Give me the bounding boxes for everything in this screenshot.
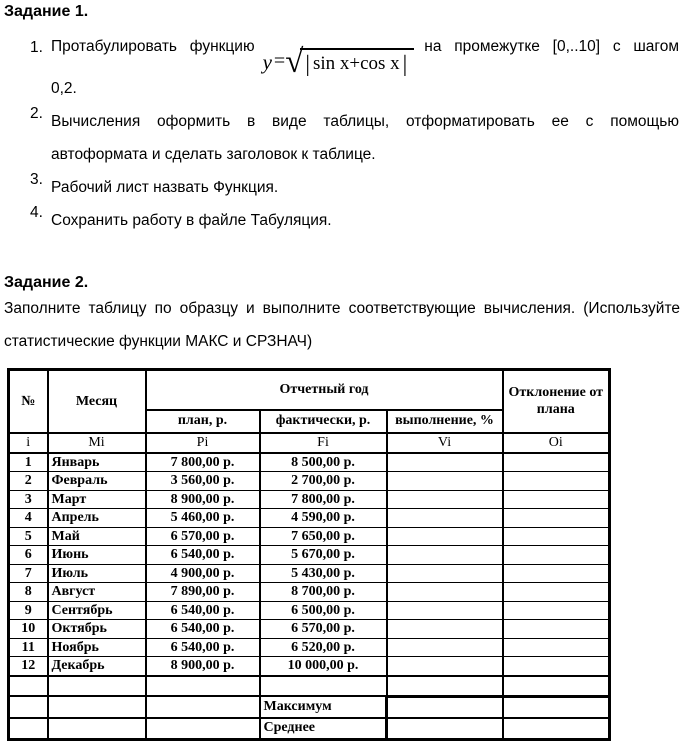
cell-plan: 6 540,00 р. — [146, 601, 260, 620]
variables-row — [9, 433, 610, 453]
col-header-num: № — [9, 370, 48, 433]
cell-completion — [387, 564, 503, 583]
cell-deviation — [503, 472, 610, 491]
formula-lhs: y — [262, 50, 272, 74]
table-row — [9, 564, 610, 583]
cell-completion — [387, 657, 503, 676]
task1-item-1-line-2: 0,2. — [51, 80, 77, 97]
var-i: i — [9, 433, 48, 453]
cell-plan: 7 890,00 р. — [146, 583, 260, 602]
table-row — [9, 527, 610, 546]
task1-item-3-text: Рабочий лист назвать Функция. — [51, 179, 279, 196]
cell-month: Сентябрь — [48, 601, 146, 620]
task1-item-3 — [0, 171, 686, 204]
col-header-fact: фактически, р. — [260, 410, 387, 433]
cell-empty — [260, 676, 387, 697]
cell-deviation — [503, 490, 610, 509]
cell-month: Июль — [48, 564, 146, 583]
cell-plan: 7 800,00 р. — [146, 453, 260, 472]
table-row — [9, 601, 610, 620]
cell-plan: 8 900,00 р. — [146, 490, 260, 509]
maximum-result-cell — [387, 696, 503, 718]
cell-row-number: 3 — [9, 490, 48, 509]
var-vi: Vi — [387, 433, 503, 453]
cell-plan: 6 570,00 р. — [146, 527, 260, 546]
data-table — [7, 368, 611, 741]
cell-empty — [503, 676, 610, 697]
cell-empty — [9, 696, 48, 718]
formula-radicand — [300, 48, 414, 77]
col-header-month: Месяц — [48, 370, 146, 433]
cell-fact: 6 520,00 р. — [260, 638, 387, 657]
cell-fact: 5 430,00 р. — [260, 564, 387, 583]
maximum-row — [9, 696, 610, 718]
task2-intro — [0, 292, 686, 358]
cell-fact: 10 000,00 р. — [260, 657, 387, 676]
cell-completion — [387, 620, 503, 639]
cell-month: Май — [48, 527, 146, 546]
radical-sign: √ — [285, 44, 304, 80]
cell-empty — [146, 676, 260, 697]
cell-month: Август — [48, 583, 146, 602]
cell-month: Ноябрь — [48, 638, 146, 657]
spacer-row — [9, 676, 610, 697]
cell-fact: 7 800,00 р. — [260, 490, 387, 509]
cell-deviation — [503, 509, 610, 528]
cell-deviation — [503, 638, 610, 657]
table-row — [9, 453, 610, 472]
table-row — [9, 490, 610, 509]
cell-plan: 6 540,00 р. — [146, 638, 260, 657]
cell-row-number: 7 — [9, 564, 48, 583]
list-number-1: 1. — [30, 39, 43, 56]
cell-month: Декабрь — [48, 657, 146, 676]
cell-deviation — [503, 546, 610, 565]
cell-completion — [387, 490, 503, 509]
cell-month: Февраль — [48, 472, 146, 491]
cell-plan: 6 540,00 р. — [146, 620, 260, 639]
header-row-1 — [9, 370, 610, 410]
cell-completion — [387, 638, 503, 657]
cell-deviation — [503, 620, 610, 639]
var-mi: Mi — [48, 433, 146, 453]
cell-fact: 7 650,00 р. — [260, 527, 387, 546]
cell-deviation — [503, 583, 610, 602]
cell-row-number: 10 — [9, 620, 48, 639]
table-header — [9, 370, 610, 453]
cell-month: Июнь — [48, 546, 146, 565]
col-header-report-year: Отчетный год — [146, 370, 503, 410]
table-row — [9, 657, 610, 676]
cell-row-number: 11 — [9, 638, 48, 657]
task1-item-1-line-1 — [51, 25, 679, 80]
cell-empty — [9, 718, 48, 740]
cell-plan: 6 540,00 р. — [146, 546, 260, 565]
item1-text-before-formula: Протабулировать функцию — [51, 38, 255, 55]
average-row — [9, 718, 610, 740]
var-fi: Fi — [260, 433, 387, 453]
cell-plan: 5 460,00 р. — [146, 509, 260, 528]
var-pi: Pi — [146, 433, 260, 453]
task1-item-1 — [0, 25, 686, 105]
col-header-completion: выполнение, % — [387, 410, 503, 433]
cell-empty — [9, 676, 48, 697]
cell-completion — [387, 583, 503, 602]
cell-row-number: 6 — [9, 546, 48, 565]
table-row — [9, 638, 610, 657]
cell-empty — [146, 718, 260, 740]
abs-bar-right: | — [402, 51, 408, 76]
task2-intro-line-1: Заполните таблицу по образцу и выполните соответствующие вычисления. (Используйте — [4, 300, 680, 317]
cell-fact: 6 570,00 р. — [260, 620, 387, 639]
average-deviation-cell — [503, 718, 610, 740]
cell-empty — [48, 696, 146, 718]
table-row — [9, 620, 610, 639]
task1-item-2-line-2: автоформата и сделать заголовок к таблице. — [51, 146, 376, 163]
cell-plan: 3 560,00 р. — [146, 472, 260, 491]
table-row — [9, 583, 610, 602]
task2-intro-line-2: статистические функции МАКС и СРЗНАЧ) — [4, 333, 313, 350]
table-footer — [9, 676, 610, 740]
item1-text-after-formula: на промежутке [0,..10] с шагом — [424, 38, 679, 55]
cell-deviation — [503, 564, 610, 583]
cell-fact: 8 700,00 р. — [260, 583, 387, 602]
cell-fact: 5 670,00 р. — [260, 546, 387, 565]
cell-plan: 4 900,00 р. — [146, 564, 260, 583]
cell-empty — [48, 718, 146, 740]
list-number-3: 3. — [30, 171, 43, 188]
cell-empty — [48, 676, 146, 697]
cell-completion — [387, 601, 503, 620]
cell-deviation — [503, 527, 610, 546]
cell-row-number: 12 — [9, 657, 48, 676]
cell-month: Апрель — [48, 509, 146, 528]
maximum-deviation-cell — [503, 696, 610, 718]
cell-deviation — [503, 453, 610, 472]
cell-fact: 2 700,00 р. — [260, 472, 387, 491]
cell-completion — [387, 472, 503, 491]
cell-row-number: 9 — [9, 601, 48, 620]
list-number-2: 2. — [30, 105, 43, 122]
cell-row-number: 1 — [9, 453, 48, 472]
maximum-label: Максимум — [260, 696, 387, 718]
cell-completion — [387, 453, 503, 472]
cell-empty — [387, 676, 503, 697]
formula-equals: = — [273, 50, 286, 72]
table-row — [9, 472, 610, 491]
task1-item-2 — [0, 105, 686, 171]
cell-completion — [387, 509, 503, 528]
cell-month: Март — [48, 490, 146, 509]
task1-item-4 — [0, 204, 686, 237]
task2-heading: Задание 2. — [4, 274, 89, 291]
task1-item-2-line-1: Вычисления оформить в виде таблицы, отформатировать ее с помощью — [51, 113, 679, 130]
col-header-deviation: Отклонение от плана — [503, 370, 610, 433]
cell-row-number: 8 — [9, 583, 48, 602]
cell-completion — [387, 546, 503, 565]
cell-deviation — [503, 601, 610, 620]
list-number-4: 4. — [30, 204, 43, 221]
formula-sqrt-abs-sin-cos — [262, 44, 415, 80]
var-oi: Oi — [503, 433, 610, 453]
cell-month: Январь — [48, 453, 146, 472]
radicand-text: sin x+cos x — [312, 53, 400, 74]
cell-fact: 8 500,00 р. — [260, 453, 387, 472]
average-result-cell — [387, 718, 503, 740]
task1-item-4-text: Сохранить работу в файле Табуляция. — [51, 212, 332, 229]
cell-month: Октябрь — [48, 620, 146, 639]
table-row — [9, 509, 610, 528]
table-body — [9, 453, 610, 676]
cell-fact: 6 500,00 р. — [260, 601, 387, 620]
col-header-plan: план, р. — [146, 410, 260, 433]
cell-empty — [146, 696, 260, 718]
cell-fact: 4 590,00 р. — [260, 509, 387, 528]
average-label: Среднее — [260, 718, 387, 740]
cell-row-number: 5 — [9, 527, 48, 546]
table-row — [9, 546, 610, 565]
cell-row-number: 4 — [9, 509, 48, 528]
abs-bar-left: | — [305, 51, 310, 76]
cell-row-number: 2 — [9, 472, 48, 491]
task1-heading: Задание 1. — [4, 3, 89, 20]
cell-deviation — [503, 657, 610, 676]
cell-plan: 8 900,00 р. — [146, 657, 260, 676]
cell-completion — [387, 527, 503, 546]
